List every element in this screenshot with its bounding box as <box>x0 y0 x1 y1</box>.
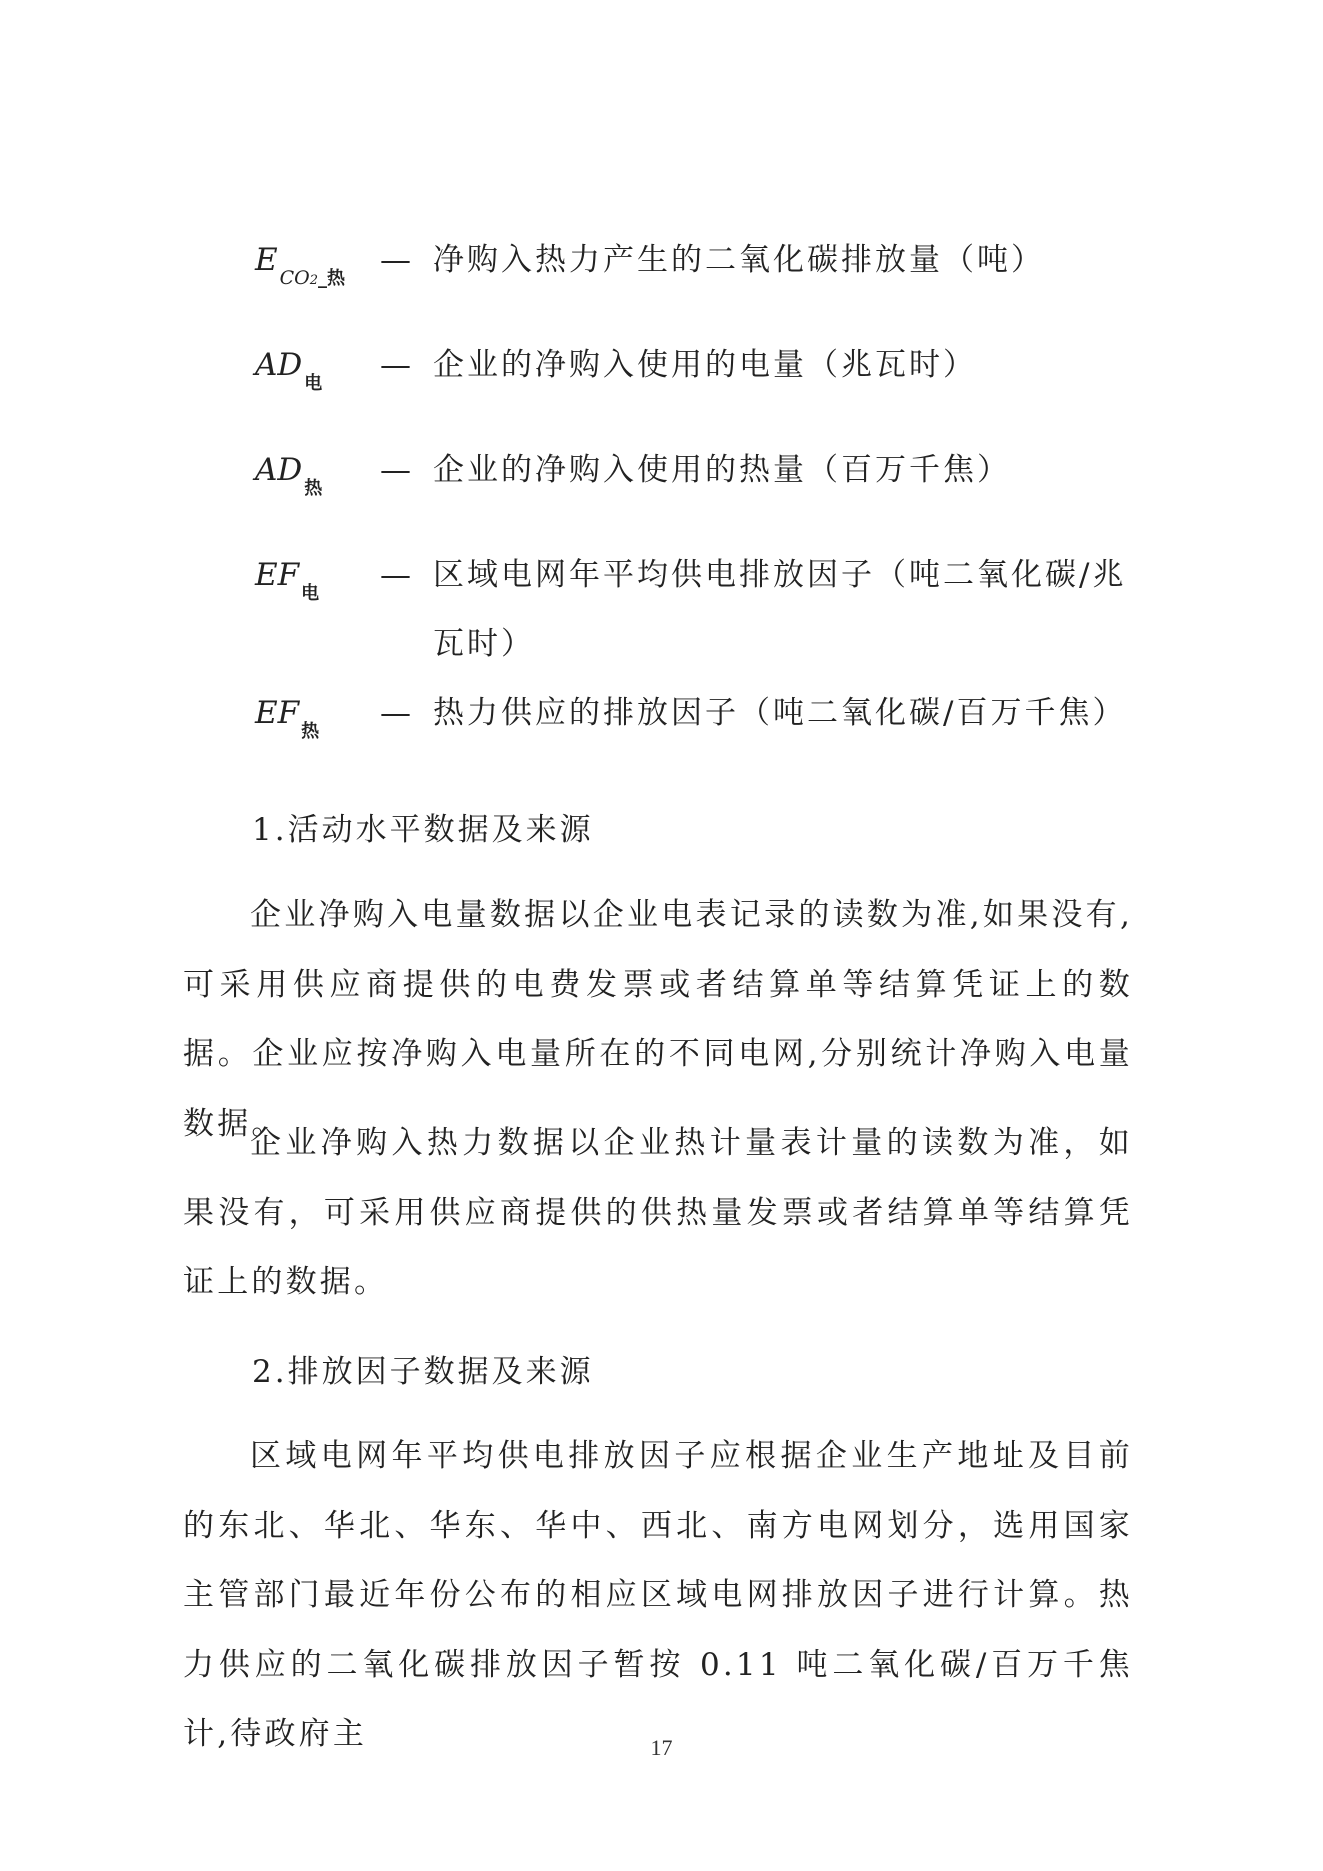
symbol-ef-electricity: $EF_电$ <box>255 557 320 604</box>
em-dash: — <box>380 242 411 278</box>
definition-text: 企业的净购入使用的电量（兆瓦时） <box>433 347 977 383</box>
symbol-ad-electricity: $AD_电$ <box>255 347 323 394</box>
paragraph-emission-factor: 区域电网年平均供电排放因子应根据企业生产地址及目前的东北、华北、华东、华中、西北、南方电网划分，选用国家主管部门最近年份公布的相应区域电网排放因子进行计算。热力供应的二氧化碳排放因子暂按 0.11 吨二氧化碳/百万千焦计,待政府主 <box>183 1438 1133 1752</box>
definition-text: 热力供应的排放因子（吨二氧化碳/百万千焦） <box>433 695 1127 731</box>
em-dash: — <box>380 695 411 731</box>
definition-ad-heat <box>0 450 1323 550</box>
em-dash: — <box>380 557 411 593</box>
em-dash: — <box>380 452 411 488</box>
paragraph-heat-data: 企业净购入热力数据以企业热计量表计量的读数为准，如果没有，可采用供应商提供的供热量发票或者结算单等结算凭证上的数据。 <box>183 1125 1133 1300</box>
em-dash: — <box>380 347 411 383</box>
definition-text: 净购入热力产生的二氧化碳排放量（吨） <box>433 242 1045 278</box>
definition-ad-electricity <box>0 345 1323 445</box>
definition-text: 区域电网年平均供电排放因子（吨二氧化碳/兆瓦时） <box>433 557 1127 662</box>
definition-text: 企业的净购入使用的热量（百万千焦） <box>433 452 1011 488</box>
section-heading-emission-factor: 2.排放因子数据及来源 <box>252 1354 594 1390</box>
section-heading-activity-data: 1.活动水平数据及来源 <box>252 812 594 848</box>
paragraph-electricity-data: 企业净购入电量数据以企业电表记录的读数为准,如果没有,可采用供应商提供的电费发票或者结算单等结算凭证上的数据。企业应按净购入电量所在的不同电网,分别统计净购入电量数据。 <box>183 897 1133 1142</box>
symbol-ad-heat: $AD_热$ <box>255 452 323 499</box>
page-number: 17 <box>650 1735 673 1760</box>
definition-ef-electricity <box>0 555 1323 695</box>
definition-e-co2-heat <box>0 240 1323 340</box>
symbol-e-co2-heat: E $_{CO2\_热}$ <box>255 242 346 289</box>
definition-ef-heat <box>0 693 1323 793</box>
symbol-ef-heat: $EF_热$ <box>255 695 320 742</box>
